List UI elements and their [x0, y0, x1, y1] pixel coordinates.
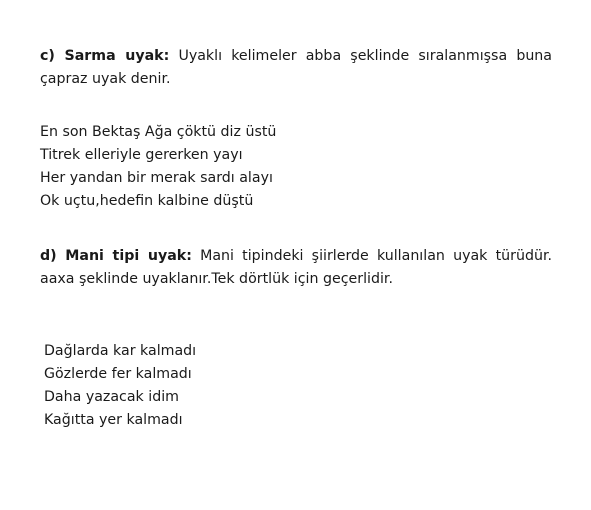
definition-heading: d) Mani tipi uyak:	[40, 248, 192, 264]
definition-heading: c) Sarma uyak:	[40, 48, 170, 64]
poem-line: Titrek elleriyle gererken yayı	[40, 147, 243, 163]
poem-example-sarma	[40, 121, 276, 213]
definition-text: Uyaklı kelimeler abba şeklinde sıralanmışsa buna çapraz uyak denir.	[40, 48, 552, 87]
poem-line: En son Bektaş Ağa çöktü diz üstü	[40, 124, 277, 140]
definition-text: Mani tipindeki şiirlerde kullanılan uyak türüdür. aaxa şeklinde uyaklanır.Tek dörtlük için geçerlidir.	[40, 248, 552, 287]
poem-example-mani	[44, 340, 196, 432]
definition-sarma-uyak	[40, 45, 552, 91]
poem-line: Gözlerde fer kalmadı	[44, 366, 192, 382]
poem-line: Her yandan bir merak sardı alayı	[40, 170, 273, 186]
poem-line: Dağlarda kar kalmadı	[44, 343, 197, 359]
poem-line: Ok uçtu,hedefin kalbine düştü	[40, 193, 254, 209]
poem-line: Kağıtta yer kalmadı	[44, 412, 183, 428]
poem-line: Daha yazacak idim	[44, 389, 179, 405]
definition-mani-uyak	[40, 245, 552, 291]
